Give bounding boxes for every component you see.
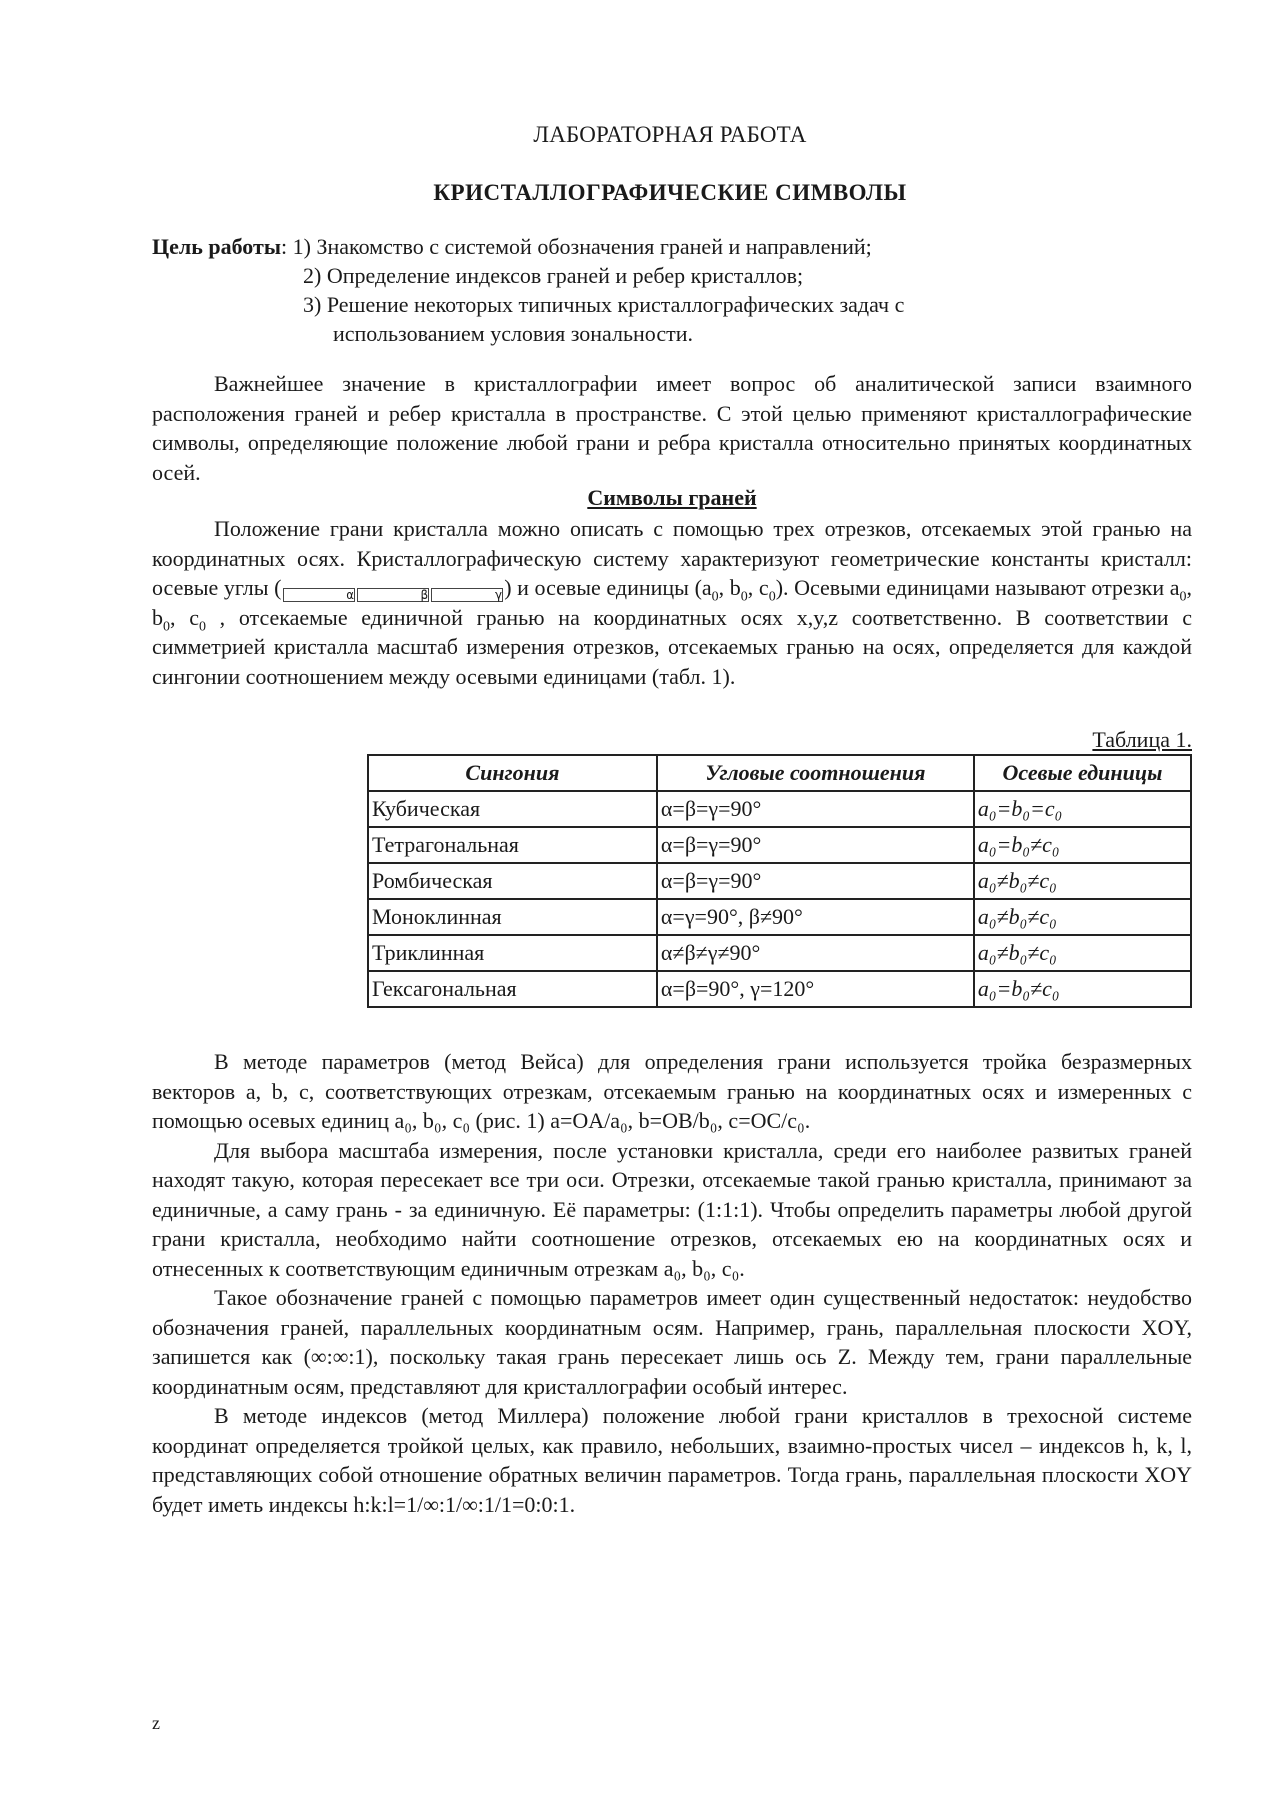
alpha-glyph-icon: α	[283, 588, 355, 602]
axes-cell: a₀=b₀≠c₀	[974, 971, 1191, 1007]
table-row	[368, 863, 1191, 899]
section-text-d: , c	[747, 575, 769, 600]
system-cell: Ромбическая	[368, 863, 657, 899]
section-text-c: , b	[718, 575, 741, 600]
method-section	[152, 1047, 1192, 1519]
angles-cell: α=γ=90°, β≠90°	[657, 899, 974, 935]
section-text-a: Положение грани кристалла можно описать с помощью трех отрезков, отсекаемых этой гранью на координатных осях. Кристаллографическую систему характеризуют геометрические константы кристалл: осевые углы (	[152, 516, 1192, 600]
axes-cell: a₀≠b₀≠c₀	[974, 935, 1191, 971]
section-text-e: ). Осевыми единицами называют отрезки a	[775, 575, 1180, 600]
table-row	[368, 971, 1191, 1007]
angles-cell: α≠β≠γ≠90°	[657, 935, 974, 971]
angles-cell: α=β=90°, γ=120°	[657, 971, 974, 1007]
method-paragraph-1: В методе параметров (метод Вейса) для определения грани используется тройка безразмерных векторов a, b, c, соответствующих отрезкам, отсекаемым гранью на координатных осях и измеренных с помощью осевых единиц a₀, b₀, c₀ (рис. 1) a=OA/a₀, b=OB/b₀, c=OC/c₀.	[152, 1049, 1192, 1133]
section-heading: Символы граней	[587, 485, 757, 510]
sub-0: 0	[711, 589, 719, 605]
goal-item-2: 2) Определение индексов граней и ребер кристаллов;	[303, 263, 804, 288]
angles-cell: α=β=γ=90°	[657, 827, 974, 863]
section-text-f: , b	[152, 575, 1193, 630]
goal-item-3-cont: использованием условия зональности.	[333, 321, 693, 346]
angles-cell: α=β=γ=90°	[657, 791, 974, 827]
system-cell: Кубическая	[368, 791, 657, 827]
crystal-systems-table	[367, 754, 1192, 1008]
table-header: Осевые единицы	[974, 755, 1191, 791]
sub-0: 0	[740, 589, 748, 605]
table-row	[368, 935, 1191, 971]
goal-item-3: 3) Решение некоторых типичных кристаллографических задач с	[303, 292, 905, 317]
system-cell: Гексагональная	[368, 971, 657, 1007]
goal-item-1: : 1) Знакомство с системой обозначения граней и направлений;	[281, 234, 872, 259]
section-text-g: , c	[170, 604, 199, 630]
gamma-glyph-icon: γ	[431, 588, 503, 602]
axes-cell: a₀≠b₀≠c₀	[974, 863, 1191, 899]
table-row	[368, 827, 1191, 863]
section-paragraph	[152, 514, 1192, 691]
table-header: Сингония	[368, 755, 657, 791]
method-paragraph-3: Такое обозначение граней с помощью параметров имеет один существенный недостаток: неудобство обозначения граней, параллельных координатным осям. Например, грань, параллельная плоскости XOY, запишется как (∞:∞:1), поскольку такая грань пересекает лишь ось Z. Между тем, грани параллельные координатным осям, представляют для кристаллографии особый интерес.	[152, 1285, 1192, 1399]
table-row	[368, 791, 1191, 827]
sub-0: 0	[163, 618, 170, 634]
system-cell: Тетрагональная	[368, 827, 657, 863]
axes-cell: a₀≠b₀≠c₀	[974, 899, 1191, 935]
topic-title: КРИСТАЛЛОГРАФИЧЕСКИЕ СИМВОЛЫ	[433, 180, 907, 205]
page-footer-mark: z	[152, 1713, 160, 1733]
lab-title: ЛАБОРАТОРНАЯ РАБОТА	[533, 122, 807, 147]
section-text-h: , отсекаемые единичной гранью на координатных осях x,y,z соответственно. В соответствии с симметрией кристалла масштаб измерения отрезков, отсекаемых гранью на осях, определяется для каждой сингонии соотношением между осевыми единицами (табл. 1).	[152, 604, 1193, 689]
system-cell: Моноклинная	[368, 899, 657, 935]
method-paragraph-4: В методе индексов (метод Миллера) положение любой грани кристаллов в трехосной системе координат определяется тройкой целых, как правило, небольших, взаимно-простых чисел – индексов h, k, l, представляющих собой отношение обратных величин параметров. Тогда грань, параллельная плоскости XOY будет иметь индексы h:k:l=1/∞:1/∞:1/1=0:0:1.	[152, 1403, 1192, 1517]
section-text	[152, 514, 1192, 691]
angles-cell: α=β=γ=90°	[657, 863, 974, 899]
table-caption: Таблица 1.	[1092, 727, 1192, 752]
beta-glyph-icon: β	[357, 588, 429, 602]
table-row	[368, 899, 1191, 935]
method-paragraph-2: Для выбора масштаба измерения, после установки кристалла, среди его наиболее развитых граней находят такую, которая пересекает все три оси. Отрезки, отсекаемые такой гранью кристалла, принимают за единичные, а саму грань - за единичную. Её параметры: (1:1:1). Чтобы определить параметры любой другой грани кристалла, необходимо найти соотношение отрезков, отсекаемых ею на координатных осях и отнесенных к соответствующим единичным отрезкам a₀, b₀, c₀.	[152, 1137, 1192, 1281]
axes-cell: a₀=b₀≠c₀	[974, 827, 1191, 863]
system-cell: Триклинная	[368, 935, 657, 971]
sub-0: 0	[198, 618, 206, 634]
section-text-b: ) и осевые единицы (a	[504, 575, 712, 600]
table-header: Угловые соотношения	[657, 755, 974, 791]
sub-0: 0	[768, 589, 776, 605]
goal-label: Цель работы	[152, 234, 281, 259]
axes-cell: a₀=b₀=c₀	[974, 791, 1191, 827]
intro-paragraph	[152, 369, 1192, 487]
table-header-row	[368, 755, 1191, 791]
sub-0: 0	[1179, 589, 1187, 605]
intro-text: Важнейшее значение в кристаллографии имеет вопрос об аналитической записи взаимного расположения граней и ребер кристалла в пространстве. С этой целью применяют кристаллографические символы, определяющие положение любой грани и ребра кристалла относительно принятых координатных осей.	[152, 371, 1192, 485]
goal-block	[152, 232, 1192, 348]
